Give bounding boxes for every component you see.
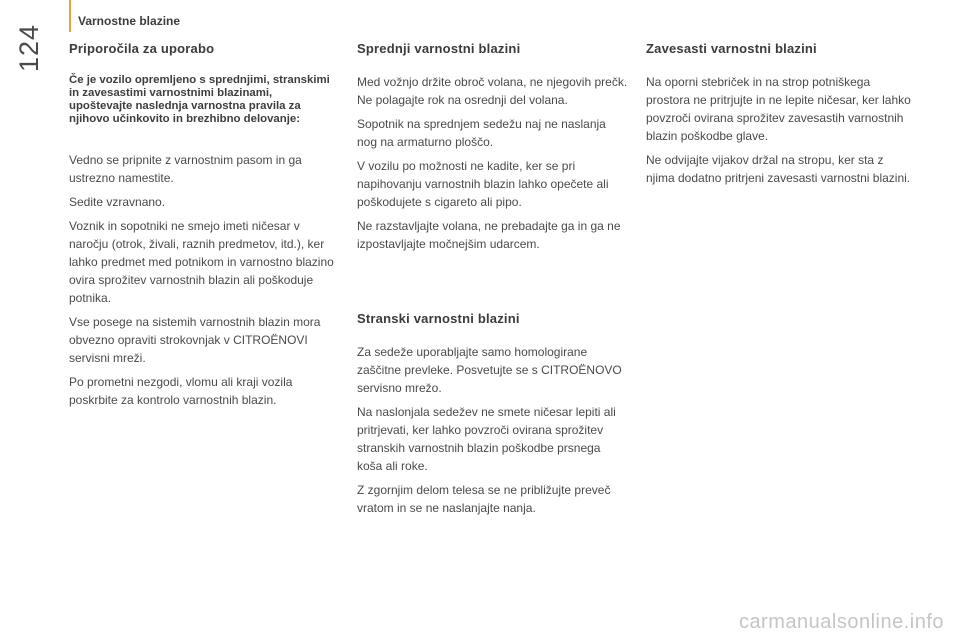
curtain-airbags-body [646, 73, 914, 187]
paragraph: Za sedeže uporabljajte samo homologirane zaščitne prevleke. Posvetujte se s CITROËNOVO servisno mrežo. [357, 345, 622, 395]
paragraph: V vozilu po možnosti ne kadite, ker se pri napihovanju varnostnih blazin lahko opečete ali poškodujete s cigareto ali pipo. [357, 159, 609, 209]
paragraph: Vse posege na sistemih varnostnih blazin mora obvezno opraviti strokovnjak v CITROËNOVI servisni mreži. [69, 315, 321, 365]
section-title-recommendations: Priporočila za uporabo [69, 41, 215, 56]
side-airbags-body [357, 343, 629, 517]
header-accent-bar [69, 0, 71, 32]
paragraph: Sopotnik na sprednjem sedežu naj ne naslanja nog na armaturno ploščo. [357, 117, 606, 149]
paragraph: Ne odvijajte vijakov držal na stropu, ker sta z njima dodatno pritrjeni zavesasti varnostni blazini. [646, 153, 911, 185]
column-side-airbags [357, 311, 629, 523]
running-title: Varnostne blazine [78, 14, 181, 28]
paragraph: Voznik in sopotniki ne smejo imeti ničesar v naročju (otrok, živali, raznih predmetov, itd.), ker lahko predmet med potnikom in varnostno blazino ovira sprožitev varnostnih blazin ali poškoduje potnika. [69, 219, 334, 305]
paragraph: Po prometni nezgodi, vlomu ali kraji vozila poskrbite za kontrolo varnostnih blazin. [69, 375, 293, 407]
front-airbags-body [357, 73, 629, 253]
intro-text: Če je vozilo opremljeno s sprednjimi, stranskimi in zavesastimi varnostnimi blazinami, upoštevajte naslednja varnostna pravila za njihovo učinkovito in brezhibno delovanje: [69, 74, 330, 125]
section-title-front-airbags: Sprednji varnostni blazini [357, 41, 521, 56]
paragraph: Na oporni stebriček in na strop potniškega prostora ne pritrjujte in ne lepite ničesar, ker lahko povzroči ovirana sprožitev zavesastih varnostnih blazin poškodbe glave. [646, 75, 911, 143]
paragraph: Z zgornjim delom telesa se ne približujte preveč vratom in se ne naslanjajte nanja. [357, 483, 611, 515]
paragraph: Sedite vzravnano. [69, 195, 166, 209]
paragraph: Med vožnjo držite obroč volana, ne njegovih prečk. Ne polagajte rok na osrednji del volana. [357, 75, 628, 107]
paragraph: Ne razstavljajte volana, ne prebadajte ga in ga ne izpostavljajte močnejšim udarcem. [357, 219, 621, 251]
page-number: 124 [14, 23, 44, 72]
recommendations-body [69, 151, 337, 409]
column-curtain-airbags [646, 41, 914, 193]
column-front-airbags [357, 41, 629, 259]
section-title-curtain-airbags: Zavesasti varnostni blazini [646, 41, 817, 56]
column-recommendations [69, 41, 337, 415]
watermark: carmanualsonline.info [738, 611, 944, 633]
paragraph: Na naslonjala sedežev ne smete ničesar lepiti ali pritrjevati, ker lahko povzroči ovirana sprožitev stranskih varnostnih blazin poškodbe prsnega koša ali roke. [357, 405, 616, 473]
paragraph: Vedno se pripnite z varnostnim pasom in ga ustrezno namestite. [69, 153, 302, 185]
section-title-side-airbags: Stranski varnostni blazini [357, 311, 520, 326]
